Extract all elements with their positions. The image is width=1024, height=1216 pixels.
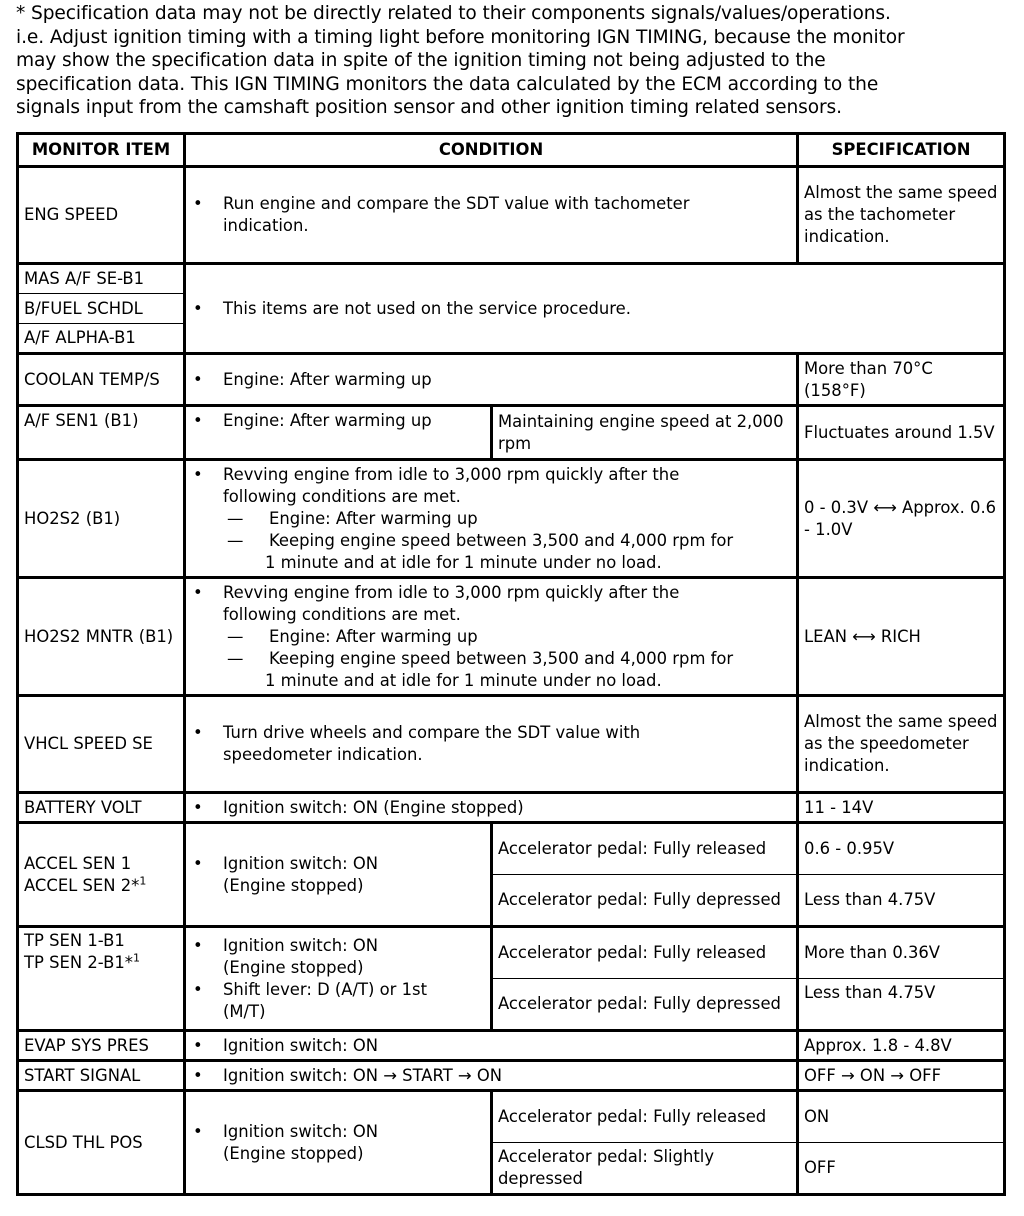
condition-cell (185, 1031, 798, 1061)
table-header-row (18, 134, 1005, 167)
condition-text: This items are not used on the service procedure. (223, 298, 631, 318)
dash-icon: — (227, 530, 244, 550)
condition-text: Ignition switch: ON → START → ON (223, 1065, 503, 1085)
bullet-icon: • (193, 298, 203, 318)
monitor-item: B/FUEL SCHDL (18, 294, 185, 324)
condition-text: Revving engine from idle to 3,000 rpm quickly after the following conditions are met. (223, 582, 680, 624)
monitor-item: EVAP SYS PRES (18, 1031, 185, 1061)
condition-cell (185, 927, 492, 1031)
bullet-icon: • (193, 935, 203, 955)
monitor-item-line: ACCEL SEN 2* (24, 875, 140, 895)
monitor-item: A/F ALPHA-B1 (18, 324, 185, 354)
table-row (18, 927, 1005, 979)
dash-icon: — (227, 508, 244, 528)
specification-cell: More than 0.36V (798, 927, 1005, 979)
condition-cell (185, 1061, 798, 1091)
table-row (18, 354, 1005, 406)
sub-condition-cell: Accelerator pedal: Fully released (492, 823, 798, 875)
table-row (18, 406, 1005, 460)
condition-text: Ignition switch: ON (Engine stopped) (223, 1121, 379, 1163)
specification-cell: Almost the same speed as the tachometer indication. (798, 167, 1005, 264)
condition-text: Revving engine from idle to 3,000 rpm quickly after the following conditions are met. (223, 464, 680, 506)
specification-cell: 0 - 0.3V ⟷ Approx. 0.6 - 1.0V (798, 460, 1005, 578)
condition-text: Shift lever: D (A/T) or 1st (M/T) (223, 979, 428, 1021)
bullet-icon: • (193, 411, 203, 430)
condition-text: Ignition switch: ON (Engine stopped) (223, 935, 379, 977)
condition-text: Ignition switch: ON (Engine stopped) (223, 797, 524, 817)
condition-cell (185, 696, 798, 793)
table-row (18, 264, 1005, 294)
monitor-item: CLSD THL POS (18, 1091, 185, 1195)
condition-cell (185, 823, 492, 927)
specification-note (16, 2, 1016, 120)
footnote-mark: 1 (132, 951, 140, 965)
specification-cell: OFF (798, 1143, 1005, 1195)
footnote-mark: 1 (139, 874, 147, 888)
sub-condition-text: Engine: After warming up (269, 626, 478, 646)
monitor-item (18, 823, 185, 927)
condition-text: Ignition switch: ON (223, 1035, 379, 1055)
header-monitor-item: MONITOR ITEM (18, 134, 185, 167)
specification-cell: OFF → ON → OFF (798, 1061, 1005, 1091)
condition-cell (185, 406, 492, 460)
bullet-icon: • (193, 1121, 203, 1141)
monitor-item: MAS A/F SE-B1 (18, 264, 185, 294)
monitor-item: HO2S2 (B1) (18, 460, 185, 578)
sub-condition-cell: Accelerator pedal: Fully released (492, 927, 798, 979)
sub-condition-text: Keeping engine speed between 3,500 and 4,000 rpm for (269, 648, 734, 668)
sub-condition-cell: Accelerator pedal: Fully depressed (492, 875, 798, 927)
dash-icon: — (227, 648, 244, 668)
bullet-icon: • (193, 582, 203, 602)
monitor-item: HO2S2 MNTR (B1) (18, 578, 185, 696)
table-row (18, 1031, 1005, 1061)
table-row (18, 793, 1005, 823)
table-row (18, 696, 1005, 793)
specification-cell: ON (798, 1091, 1005, 1143)
monitor-item: COOLAN TEMP/S (18, 354, 185, 406)
monitor-item-line: ACCEL SEN 1 (24, 853, 132, 873)
specification-cell: LEAN ⟷ RICH (798, 578, 1005, 696)
sub-condition-text: 1 minute and at idle for 1 minute under no load. (265, 670, 662, 690)
condition-text: Engine: After warming up (223, 369, 432, 389)
sub-condition-cell: Maintaining engine speed at 2,000 rpm (492, 406, 798, 460)
header-specification: SPECIFICATION (798, 134, 1005, 167)
note-line: specification data. This IGN TIMING monitors the data calculated by the ECM according to the (16, 73, 879, 95)
monitor-item: A/F SEN1 (B1) (18, 406, 185, 460)
condition-cell (185, 578, 798, 696)
monitor-item: VHCL SPEED SE (18, 696, 185, 793)
condition-cell (185, 1091, 492, 1195)
specification-cell: Fluctuates around 1.5V (798, 406, 1005, 460)
specification-cell: Almost the same speed as the speedometer indication. (798, 696, 1005, 793)
monitor-item: START SIGNAL (18, 1061, 185, 1091)
bullet-icon: • (193, 194, 203, 213)
bullet-icon: • (193, 1065, 203, 1085)
bullet-icon: • (193, 979, 203, 999)
bullet-icon: • (193, 797, 203, 817)
specification-cell: Less than 4.75V (798, 875, 1005, 927)
specification-cell: Less than 4.75V (798, 979, 1005, 1031)
note-line: * Specification data may not be directly related to their components signals/values/operations. (16, 3, 891, 24)
table-row (18, 460, 1005, 578)
monitor-spec-table (16, 132, 1006, 1196)
specification-cell: 0.6 - 0.95V (798, 823, 1005, 875)
bullet-icon: • (193, 464, 203, 484)
condition-text: Turn drive wheels and compare the SDT value with speedometer indication. (223, 723, 641, 764)
bullet-icon: • (193, 1035, 203, 1055)
monitor-item-line: TP SEN 2-B1* (24, 953, 133, 972)
note-line: i.e. Adjust ignition timing with a timing light before monitoring IGN TIMING, because the monitor (16, 26, 905, 48)
monitor-item: BATTERY VOLT (18, 793, 185, 823)
condition-text: Engine: After warming up (223, 411, 432, 430)
table-row (18, 1061, 1005, 1091)
monitor-item (18, 927, 185, 1031)
specification-cell: 11 - 14V (798, 793, 1005, 823)
monitor-item-line: TP SEN 1-B1 (24, 931, 125, 950)
specification-cell: Approx. 1.8 - 4.8V (798, 1031, 1005, 1061)
bullet-icon: • (193, 853, 203, 873)
condition-cell (185, 167, 798, 264)
bullet-icon: • (193, 369, 203, 389)
sub-condition-text: 1 minute and at idle for 1 minute under no load. (265, 552, 662, 572)
sub-condition-text: Keeping engine speed between 3,500 and 4,000 rpm for (269, 530, 734, 550)
condition-cell (185, 354, 798, 406)
table-row (18, 167, 1005, 264)
dash-icon: — (227, 626, 244, 646)
condition-text: Run engine and compare the SDT value with tachometer indication. (223, 194, 690, 235)
sub-condition-cell: Accelerator pedal: Fully released (492, 1091, 798, 1143)
monitor-item: ENG SPEED (18, 167, 185, 264)
sub-condition-cell: Accelerator pedal: Fully depressed (492, 979, 798, 1031)
note-line: signals input from the camshaft position sensor and other ignition timing related sensors. (16, 97, 842, 118)
note-line: may show the specification data in spite of the ignition timing not being adjusted to the (16, 50, 826, 71)
table-row (18, 578, 1005, 696)
sub-condition-text: Engine: After warming up (269, 508, 478, 528)
bullet-icon: • (193, 723, 203, 742)
table-row (18, 1091, 1005, 1143)
condition-cell (185, 793, 798, 823)
header-condition: CONDITION (185, 134, 798, 167)
condition-cell (185, 460, 798, 578)
condition-cell (185, 264, 1005, 354)
specification-cell: More than 70°C (158°F) (798, 354, 1005, 406)
condition-text: Ignition switch: ON (Engine stopped) (223, 853, 379, 895)
table-row (18, 823, 1005, 875)
sub-condition-cell: Accelerator pedal: Slightly depressed (492, 1143, 798, 1195)
